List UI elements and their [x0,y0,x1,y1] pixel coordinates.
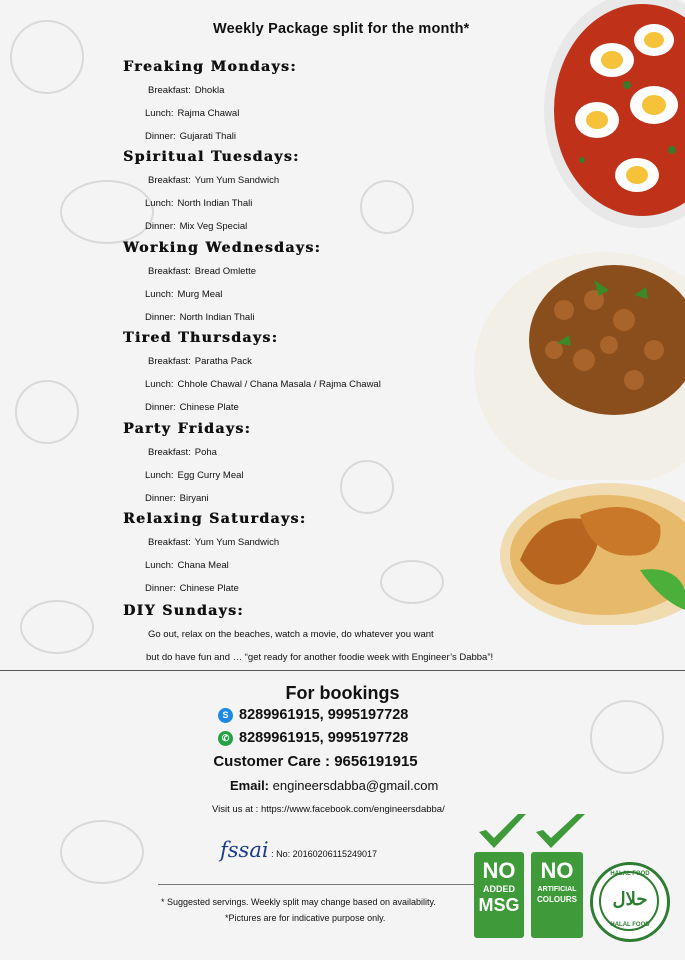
meal-label: Breakfast: [148,265,191,277]
meal-row [145,221,247,232]
meal-value: Chhole Chawal / Chana Masala / Rajma Chawal [177,379,381,391]
meal-row [145,493,209,504]
meal-label: Breakfast: [148,356,191,368]
meal-value: Dhokla [194,85,225,96]
halal-top-text: HALAL FOOD [610,871,650,877]
meal-label: Lunch: [145,560,174,571]
fssai-row [220,838,377,862]
meal-label: Dinner: [145,492,176,504]
sunday-line-2: but do have fun and … “get ready for another foodie week with Engineer’s Dabba”! [146,652,494,663]
meal-label: Breakfast: [148,446,191,458]
meal-label: Lunch: [145,469,174,481]
meal-row [148,266,256,277]
doodle-circle [60,180,154,244]
badge-msg-line2: ADDED [482,884,515,894]
email-label: Email: [230,778,270,793]
badge-msg-line3: MSG [478,895,520,915]
meal-value: Mix Veg Special [179,221,248,233]
badge-colours-line1: NO [540,858,574,883]
phone-call-row [218,707,408,723]
meal-label: Breakfast: [148,85,191,96]
doodle-circle [360,180,414,234]
meal-row [145,289,222,300]
meal-row [148,175,279,186]
phone-whatsapp-numbers[interactable]: 8289961915, 9995197728 [239,730,409,746]
meal-row [148,447,217,458]
meal-label: Breakfast: [148,537,191,548]
meal-row [145,560,229,571]
visit-row [212,804,445,815]
meal-row [145,198,252,209]
visit-label: Visit us at : [212,804,259,815]
meal-label: Lunch: [145,288,174,300]
meal-value: Chana Meal [177,560,229,571]
doodle-circle [60,820,144,884]
divider [0,670,685,671]
customer-care: Customer Care : 9656191915 [213,753,418,770]
badge-colours-line2: ARTIFICIAL [537,886,577,893]
facebook-link[interactable]: https://www.facebook.com/engineersdabba/ [260,804,445,815]
day-heading: Tired Thursdays: [123,330,279,347]
meal-row [145,470,244,481]
day-heading: Freaking Mondays: [123,59,297,75]
meal-value: Biryani [179,492,209,504]
whatsapp-icon: ✆ [218,731,233,746]
meal-value: North Indian Thali [179,311,255,323]
fssai-number: : No: 20160206115249017 [271,849,378,859]
note-suggested-servings: * Suggested servings. Weekly split may change based on availability. [161,897,436,907]
meal-value: North Indian Thali [177,198,253,210]
page-title: Weekly Package split for the month* [213,21,470,37]
halal-food-badge [590,862,668,940]
meal-value: Paratha Pack [194,356,252,368]
meal-value: Rajma Chawal [177,108,240,119]
doodle-circle [20,600,94,654]
meal-row [145,402,239,413]
meal-label: Dinner: [145,583,176,594]
phone-call-numbers[interactable]: 8289961915, 9995197728 [239,707,409,723]
skype-icon: S [218,708,233,723]
meal-value: Gujarati Thali [179,131,236,142]
meal-value: Murg Meal [177,288,223,300]
day-heading-sunday: DIY Sundays: [123,603,244,619]
meal-value: Yum Yum Sandwich [194,175,280,187]
meal-label: Breakfast: [148,175,191,187]
meal-label: Dinner: [145,221,176,233]
meal-value: Bread Omlette [194,265,257,277]
meal-label: Dinner: [145,402,176,414]
sunday-line-1: Go out, relax on the beaches, watch a movie, do whatever you want [148,629,434,640]
meal-label: Lunch: [145,379,174,391]
meal-value: Yum Yum Sandwich [194,537,280,548]
bookings-heading: For bookings [285,683,400,703]
day-heading: Working Wednesdays: [123,239,322,256]
meal-label: Lunch: [145,108,174,119]
meal-value: Chinese Plate [179,402,239,414]
badge-msg-line1: NO [482,858,516,883]
meal-row [145,312,254,323]
meal-label: Lunch: [145,198,174,210]
egg-curry-image [542,0,685,232]
meal-row [145,131,236,142]
badge-colours-line3: COLOURS [537,895,577,904]
day-heading: Spiritual Tuesdays: [123,149,300,166]
meal-row [148,85,224,96]
meal-label: Dinner: [145,131,176,142]
doodle-circle [340,460,394,514]
doodle-circle [15,380,79,444]
phone-whatsapp-row [218,730,408,746]
chana-rice-image [474,240,685,480]
meal-row [148,356,252,367]
email-row [230,778,438,793]
meal-row [148,537,279,548]
meal-value: Chinese Plate [179,583,239,594]
no-added-msg-badge [474,812,528,938]
day-heading: Party Fridays: [123,420,252,437]
meal-row [145,583,239,594]
notes-divider [158,884,476,885]
email-link[interactable]: engineersdabba@gmail.com [272,778,439,793]
meal-row [145,379,381,390]
meal-label: Dinner: [145,311,176,323]
halal-arabic-text: حلال [612,889,648,909]
checkmark-icon [474,812,528,852]
fssai-logo: fssai [220,838,269,862]
meal-value: Poha [194,446,217,458]
doodle-circle [380,560,444,604]
checkmark-icon [531,812,587,852]
biryani-image [500,480,685,625]
note-pictures: *Pictures are for indicative purpose only. [225,913,386,923]
doodle-circle [10,20,84,94]
no-artificial-colours-badge [531,812,587,938]
halal-bottom-text: HALAL FOOD [610,922,650,928]
day-heading: Relaxing Saturdays: [123,511,307,527]
meal-value: Egg Curry Meal [177,469,244,481]
meal-row [145,108,239,119]
